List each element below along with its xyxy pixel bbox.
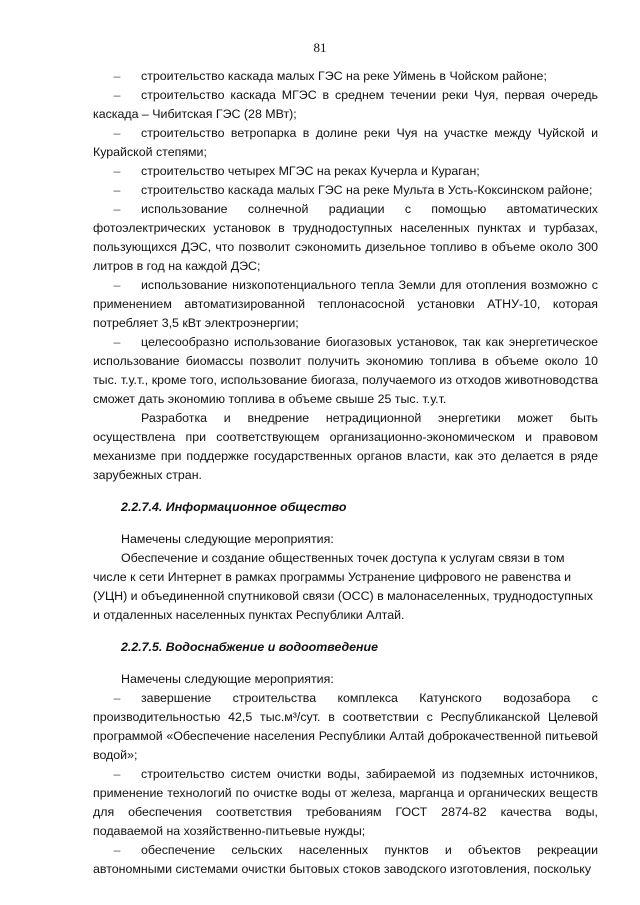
section-heading-water: 2.2.7.5. Водоснабжение и водоотведение bbox=[121, 640, 378, 654]
page-number: 81 bbox=[313, 40, 327, 55]
bullet-dash: – bbox=[113, 843, 121, 857]
list-item bbox=[93, 765, 598, 841]
list-item bbox=[93, 841, 598, 879]
bullet-dash: – bbox=[113, 335, 121, 349]
page-content bbox=[93, 67, 598, 879]
list-item bbox=[93, 200, 598, 276]
energy-conclusion: Разработка и внедрение нетрадиционной энергетики может быть осуществлена при соответствующем организационно-экономическом и правовом механизме при поддержке государственных органов власти, как это делается в ряде зарубежных стран. bbox=[93, 411, 598, 482]
list-item-text: использование солнечной радиации с помощью автоматических фотоэлектрических установок в труднодоступных населенных пунктах и турбазах, пользующихся ДЭС, что позволит сэкономить дизельное топливо в объеме около 300 литров в год на каждой ДЭС; bbox=[93, 202, 598, 273]
list-item-text: строительство ветропарка в долине реки Чуя на участке между Чуйской и Курайской степями; bbox=[93, 126, 598, 159]
bullet-dash: – bbox=[113, 164, 121, 178]
section-heading-info: 2.2.7.4. Информационное общество bbox=[121, 500, 347, 514]
section-intro: Намечены следующие мероприятия: bbox=[121, 672, 334, 686]
list-item bbox=[93, 67, 598, 86]
list-item-text: строительство каскада малых ГЭС на реке Мульта в Усть-Коксинском районе; bbox=[141, 183, 593, 197]
bullet-dash: – bbox=[113, 278, 121, 292]
bullet-dash: – bbox=[113, 767, 121, 781]
section-info-text: Обеспечение и создание общественных точек доступа к услугам связи в том числе к сети Интернет в рамках программы Устранение цифрового не равенства и (УЦН) и объединенной спутниковой связи (ОСС) в малонаселенных, труднодоступных и отдаленных населенных пунктах Республики Алтай. bbox=[93, 551, 593, 622]
list-item-text: строительство четырех МГЭС на реках Кучерла и Кураган; bbox=[141, 164, 480, 178]
list-item bbox=[93, 162, 598, 181]
bullet-dash: – bbox=[113, 69, 121, 83]
bullet-dash: – bbox=[113, 691, 121, 705]
bullet-dash: – bbox=[113, 126, 121, 140]
list-item bbox=[93, 333, 598, 409]
list-item-text: строительство систем очистки воды, забираемой из подземных источников, применение технологий по очистке воды от железа, марганца и органических веществ для обеспечения соответствия требованиям ГОСТ 2874-82 качества воды, подаваемой на хозяйственно-питьевые нужды; bbox=[93, 767, 598, 838]
list-item-text: целесообразно использование биогазовых установок, так как энергетическое использование биомассы позволит получить экономию топлива в объеме около 10 тыс. т.у.т., кроме того, использование биогаза, получаемого из отходов животноводства сможет дать экономию топлива в объеме свыше 25 тыс. т.у.т. bbox=[93, 335, 598, 406]
list-item-text: использование низкопотенциального тепла Земли для отопления возможно с применением автоматизированной теплонасосной установки АТНУ-10, которая потребляет 3,5 кВт электроэнергии; bbox=[93, 278, 598, 330]
list-item bbox=[93, 276, 598, 333]
bullet-dash: – bbox=[113, 183, 121, 197]
list-item bbox=[93, 124, 598, 162]
list-item-text: строительство каскада МГЭС в среднем течении реки Чуя, первая очередь каскада – Чибитская ГЭС (28 МВт); bbox=[93, 88, 598, 121]
list-item-text: строительство каскада малых ГЭС на реке Уймень в Чойском районе; bbox=[141, 69, 547, 83]
bullet-dash: – bbox=[113, 88, 121, 102]
list-item-text: завершение строительства комплекса Катунского водозабора с производительностью 42,5 тыс.м³/сут. в соответствии с Республиканской Целевой программой «Обеспечение населения Республики Алтай доброкачественной питьевой водой»; bbox=[93, 691, 598, 762]
list-item-text: обеспечение сельских населенных пунктов и объектов рекреации автономными системами очистки бытовых стоков заводского изготовления, поскольку bbox=[93, 843, 598, 876]
list-item bbox=[93, 86, 598, 124]
list-item bbox=[93, 689, 598, 765]
bullet-dash: – bbox=[113, 202, 121, 216]
list-item bbox=[93, 181, 598, 200]
section-intro: Намечены следующие мероприятия: bbox=[121, 532, 334, 546]
